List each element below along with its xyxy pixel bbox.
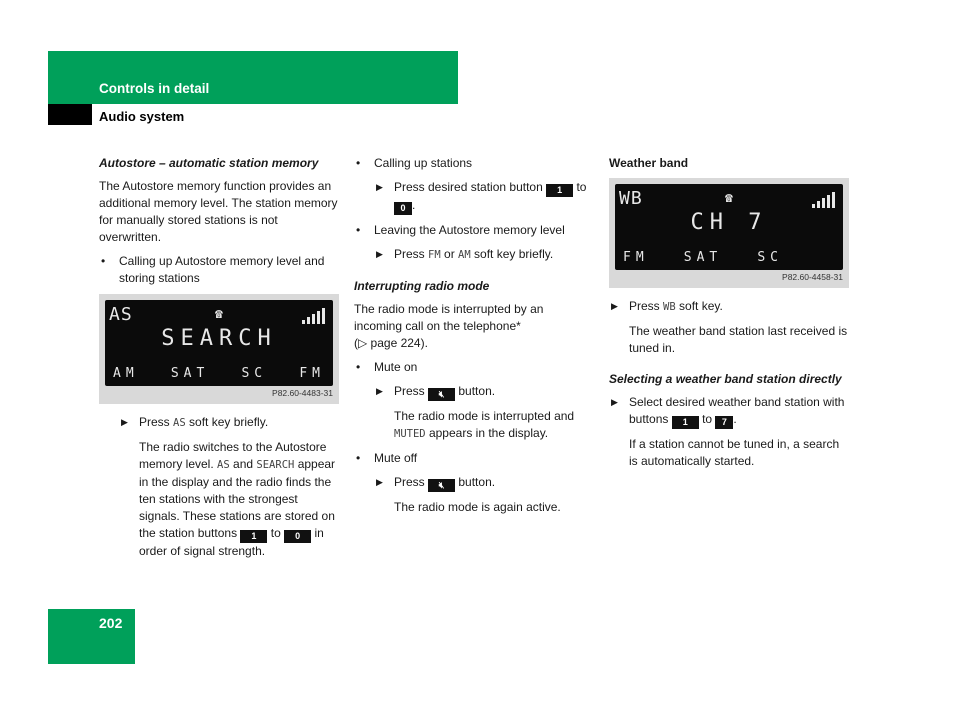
arrow-icon: ▶ — [611, 301, 618, 311]
signal-strength-icon — [812, 192, 835, 208]
lcd-display — [105, 300, 333, 386]
column-2 — [354, 155, 594, 523]
page-number: 202 — [99, 615, 123, 631]
softkey-label: SAT — [170, 366, 210, 381]
lcd-center-text: SEARCH — [161, 326, 277, 351]
station-key-1: 1 — [546, 184, 573, 197]
mute-button-icon: 🔇︎ — [428, 388, 455, 401]
arrow-icon: ▶ — [121, 417, 128, 427]
bullet-autostore: • Calling up Autostore memory level and storing stations — [99, 253, 339, 287]
step-press-station: ▶ Press desired station button 1 to 0 . — [376, 180, 587, 213]
bullet-mute-off: • Mute off — [354, 450, 594, 467]
station-key-0: 0 — [284, 530, 311, 543]
interrupting-heading: Interrupting radio mode — [354, 279, 490, 293]
step-mute-on: ▶ Press 🔇︎ button. — [376, 384, 496, 399]
arrow-icon: ▶ — [376, 182, 383, 192]
step-select-weather: ▶ Select desired weather band station with buttons 1 to 7 . — [611, 395, 845, 427]
station-key-1: 1 — [672, 416, 699, 429]
lcd-softkeys — [113, 365, 325, 382]
step-press-wb: ▶ Press WB soft key. — [611, 299, 723, 313]
arrow-icon: ▶ — [611, 397, 618, 407]
bullet-calling-stations: • Calling up stations — [354, 155, 594, 172]
station-key-0: 0 — [394, 202, 412, 215]
mute-button-icon: 🔇︎ — [428, 479, 455, 492]
station-key-7: 7 — [715, 416, 733, 429]
mute-on-description: The radio mode is interrupted and MUTED appears in the display. — [394, 409, 575, 440]
softkey-label: SC — [757, 250, 783, 265]
arrow-icon: ▶ — [376, 477, 383, 487]
signal-strength-icon — [302, 308, 325, 324]
softkey-label: SAT — [683, 250, 723, 265]
station-key-1: 1 — [240, 530, 267, 543]
arrow-icon: ▶ — [376, 386, 383, 396]
figure-code: P82.60-4483-31 — [272, 388, 333, 398]
autostore-intro: The Autostore memory function provides an additional memory level. The station memory for manually stored stations is not overwritten. — [99, 179, 338, 244]
column-3 — [609, 155, 849, 477]
softkey-label: FM — [299, 366, 325, 381]
display-figure-search — [99, 294, 339, 404]
softkey-label: FM — [623, 250, 649, 265]
figure-code: P82.60-4458-31 — [782, 272, 843, 282]
softkey-label: SC — [241, 366, 268, 381]
mute-off-description: The radio mode is again active. — [394, 500, 561, 514]
bullet-mute-on: • Mute on — [354, 359, 594, 376]
bullet-leaving-autostore: • Leaving the Autostore memory level — [354, 222, 594, 239]
step-mute-off: ▶ Press 🔇︎ button. — [376, 475, 496, 490]
phone-icon: ☎ — [725, 191, 733, 206]
autostore-heading: Autostore – automatic station memory — [99, 156, 319, 170]
step-press-fm-am: ▶ Press FM or AM soft key briefly. — [376, 247, 554, 261]
lcd-mode-label: WB — [619, 188, 643, 209]
column-1 — [99, 155, 339, 567]
weather-band-heading: Weather band — [609, 156, 689, 170]
step-press-as: ▶ Press AS soft key briefly. — [121, 415, 269, 429]
arrow-icon: ▶ — [376, 249, 383, 259]
autostore-description: The radio switches to the Autostore memory level. AS and SEARCH appear in the display and the radio finds the ten stations with the strongest signals. These stations are stored on the station buttons 1 to 0 in order of signal strength. — [139, 440, 336, 558]
page-reference: (▷ page 224). — [354, 336, 428, 350]
lcd-mode-label: AS — [109, 304, 133, 325]
weather-band-description: The weather band station last received is tuned in. — [629, 324, 848, 355]
subsection-title: Audio system — [99, 109, 185, 124]
phone-icon: ☎ — [215, 307, 223, 322]
lcd-softkeys — [623, 249, 783, 266]
display-figure-weather — [609, 178, 849, 288]
search-description: If a station cannot be tuned in, a search is automatically started. — [629, 437, 840, 468]
lcd-display — [615, 184, 843, 270]
softkey-label: AM — [113, 366, 139, 381]
subsection-marker — [48, 104, 92, 125]
interrupting-intro: The radio mode is interrupted by an incoming call on the telephone* (▷ page 224). — [354, 302, 544, 350]
selecting-weather-heading: Selecting a weather band station directly — [609, 372, 842, 386]
section-title: Controls in detail — [99, 81, 210, 96]
lcd-center-text: CH 7 — [690, 210, 768, 235]
